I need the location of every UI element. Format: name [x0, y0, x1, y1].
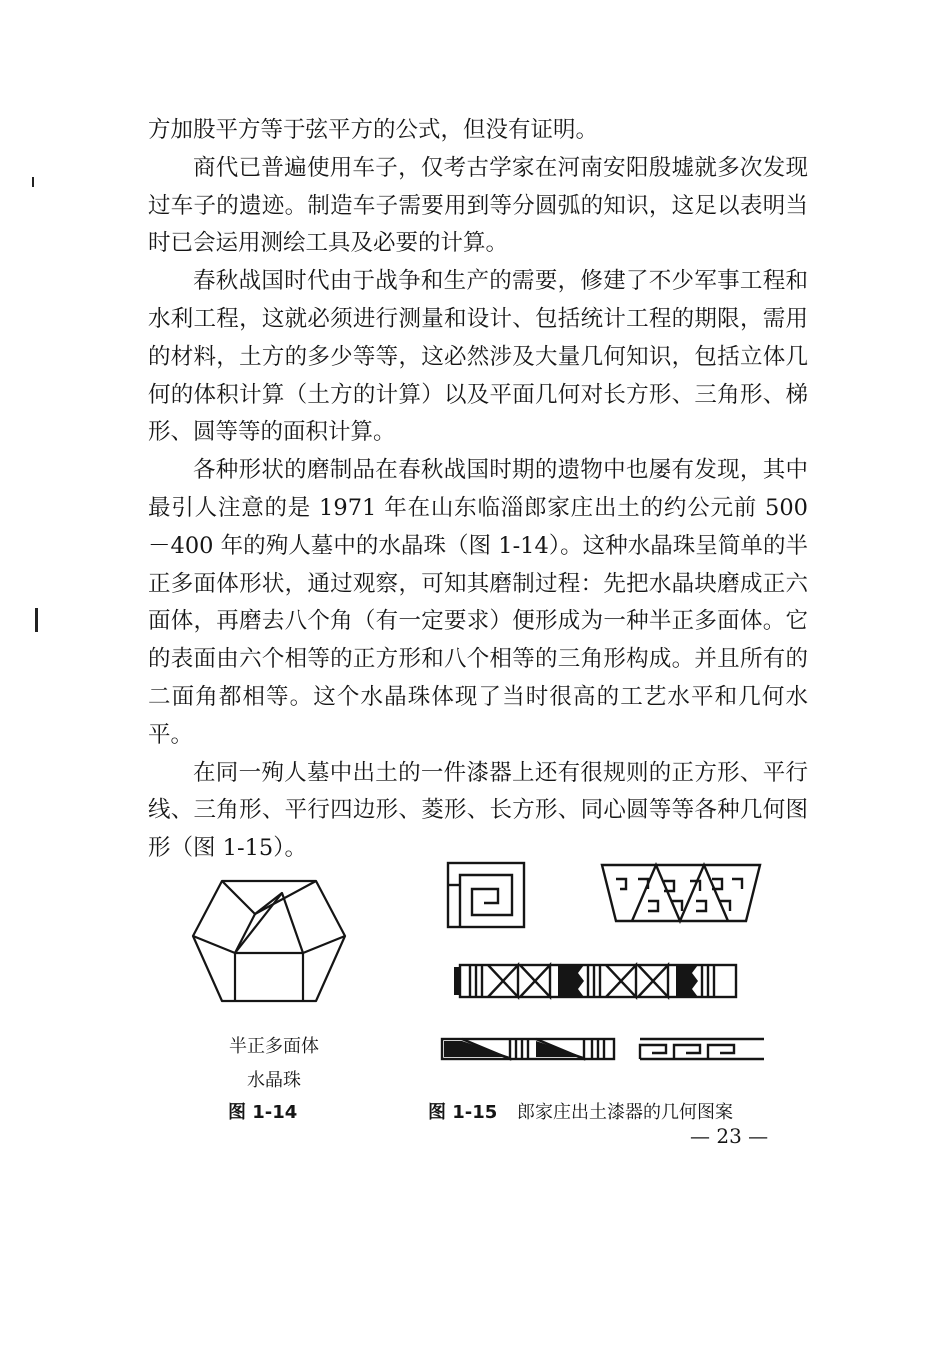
paragraph: 方加股平方等于弦平方的公式，但没有证明。 [148, 117, 599, 143]
polyhedron-figure [180, 858, 360, 1023]
scan-mark [35, 608, 38, 632]
figure-1-14-name [218, 1030, 330, 1098]
paragraph: 各种形状的磨制品在春秋战国时期的遗物中也屡有发现，其中最引人注意的是 1971 年在山东临淄郎家庄出土的约公元前 500－400 年的殉人墓中的水晶珠（图 1-14）。这种水晶珠呈简单的半正多面体形状，通过观察，可知其磨制过程：先把水晶块磨成正六面体，再磨去八个角（有一定要求）便形成为一种半正多面体。它的表面由六个相等的正方形和八个相等的三角形构成。并且所有的二面角都相等。这个水晶珠体现了当时很高的工艺水平和几何水平。 [148, 457, 808, 748]
figure-1-15-caption [428, 1098, 733, 1124]
paragraph: 商代已普遍使用车子，仅考古学家在河南安阳殷墟就多次发现过车子的遗迹。制造车子需要用到等分圆弧的知识，这足以表明当时已会运用测绘工具及必要的计算。 [148, 154, 808, 257]
body-text [148, 112, 808, 868]
figure-1-15-label: 图 1-15 [428, 1102, 498, 1123]
paragraph: 在同一殉人墓中出土的一件漆器上还有很规则的正方形、平行线、三角形、平行四边形、菱形、长方形、同心圆等等各种几何图形（图 1-15）。 [148, 759, 808, 862]
figure-1-14-label: 图 1-14 [228, 1102, 298, 1123]
figure-1-14-name-line2: 水晶珠 [247, 1070, 301, 1091]
figure-1-15-title: 郎家庄出土漆器的几何图案 [517, 1102, 734, 1123]
page-number: — 23 — [690, 1124, 769, 1148]
paragraph: 春秋战国时代由于战争和生产的需要，修建了不少军事工程和水利工程，这就必须进行测量和设计、包括统计工程的期限，需用的材料，土方的多少等等，这必然涉及大量几何知识，包括立体几何的体积计算（土方的计算）以及平面几何对长方形、三角形、梯形、圆等等的面积计算。 [148, 268, 808, 446]
lacquer-patterns-figure [440, 855, 780, 1070]
scan-mark [32, 177, 34, 187]
figure-1-14-name-line1: 半正多面体 [229, 1036, 319, 1057]
